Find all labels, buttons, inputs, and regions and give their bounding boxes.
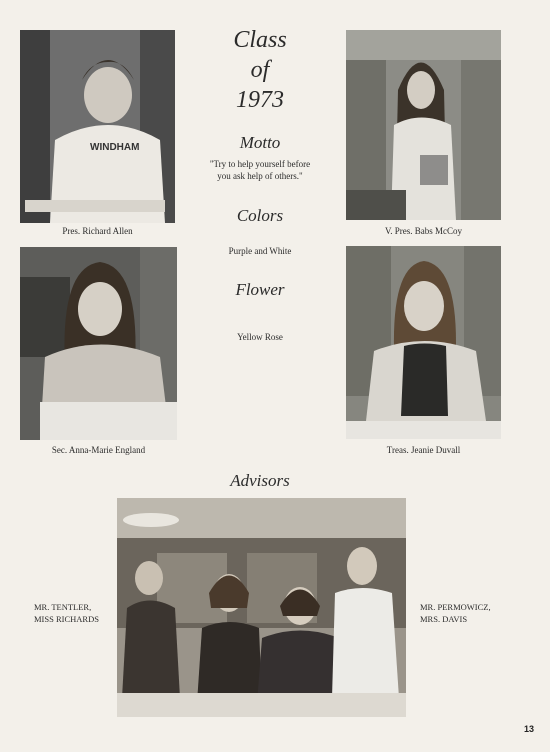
- title-year: 1973: [236, 87, 284, 113]
- page-number: 13: [523, 724, 534, 734]
- advisors-right-line-1: MR. PERMOWICZ,: [420, 602, 491, 612]
- advisors-heading: Advisors: [230, 471, 290, 490]
- title-of: of: [250, 57, 270, 83]
- motto-text: [185, 158, 335, 182]
- motto-heading: Motto: [239, 133, 281, 152]
- advisors-left-label: [34, 601, 99, 626]
- advisors-left-line-2: MISS RICHARDS: [34, 614, 99, 625]
- advisors-right-line-2: MRS. DAVIS: [420, 614, 468, 625]
- advisors-left-line-1: MR. TENTLER,: [34, 602, 92, 612]
- svg-text:WINDHAM: WINDHAM: [90, 142, 140, 153]
- advisors-right-label: [420, 601, 491, 626]
- flower-value: Yellow Rose: [237, 332, 283, 342]
- president-caption: Pres. Richard Allen: [62, 226, 133, 236]
- flower-heading: Flower: [235, 280, 285, 299]
- colors-value: Purple and White: [228, 246, 292, 256]
- secretary-caption: Sec. Anna-Marie England: [51, 445, 146, 455]
- title-class: Class: [233, 27, 287, 53]
- vice-president-photo: [346, 30, 501, 220]
- colors-heading: Colors: [236, 206, 284, 225]
- vice-president-caption: V. Pres. Babs McCoy: [384, 226, 463, 236]
- treasurer-photo: [346, 246, 501, 439]
- president-photo: [20, 30, 175, 223]
- secretary-photo: [20, 247, 177, 440]
- treasurer-caption: Treas. Jeanie Duvall: [386, 445, 461, 455]
- motto-line-1: "Try to help yourself before: [209, 159, 311, 169]
- advisors-photo: [117, 498, 406, 717]
- motto-line-2: you ask help of others.": [217, 171, 303, 182]
